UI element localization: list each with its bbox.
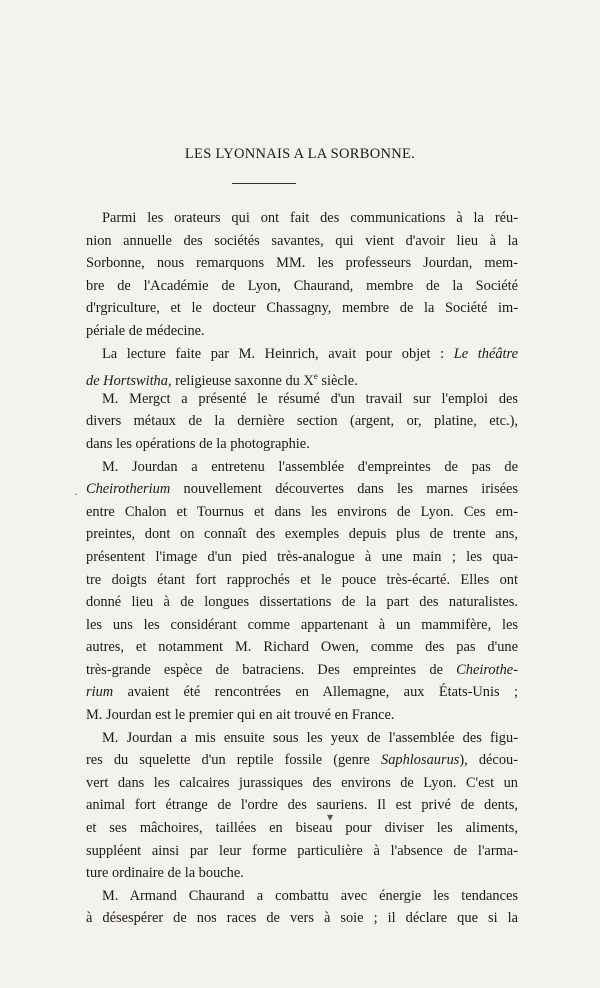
text-line xyxy=(86,907,518,930)
text-line xyxy=(86,207,518,230)
italic-term: Saphlosaurus xyxy=(381,752,460,769)
text-line xyxy=(86,840,518,863)
text-line xyxy=(86,591,518,614)
text-line xyxy=(86,275,518,298)
text-line xyxy=(86,659,518,682)
line-text: avaient été rencontrées en Allemagne, aux États-Unis ; xyxy=(113,684,518,701)
text-line xyxy=(86,343,518,366)
text-line xyxy=(86,546,518,569)
line-text: ), décou- xyxy=(459,752,518,769)
line-text: Sorbonne, nous remarquons MM. les professeurs Jourdan, mem- xyxy=(86,255,518,272)
line-text: nouvellement découvertes dans les marnes irisées xyxy=(170,481,518,498)
line-text: autres, et notamment M. Richard Owen, comme des pas d'une xyxy=(86,639,518,656)
text-line xyxy=(86,297,518,320)
line-text: M. Jourdan a mis ensuite sous les yeux de l'assemblée des figu- xyxy=(102,729,518,746)
line-text: à désespérer de nos races de vers à soie ; il déclare que si la xyxy=(86,910,518,927)
line-text: M. Jourdan a entretenu l'assemblée d'empreintes de pas de xyxy=(102,458,518,475)
text-line xyxy=(86,817,518,840)
article-body xyxy=(86,207,518,930)
text-line xyxy=(86,478,518,501)
italic-term: Cheirotherium xyxy=(86,481,171,498)
line-text: vert dans les calcaires jurassiques des environs de Lyon. C'est un xyxy=(86,774,518,791)
line-text: M. Mergct a présenté le résumé d'un travail sur l'emploi des xyxy=(102,390,518,407)
line-text: tre doigts étant fort rapprochés et le pouce très-écarté. Elles ont xyxy=(86,571,518,588)
line-text: siècle. xyxy=(317,372,358,389)
text-line xyxy=(86,365,518,388)
line-text: très-grande espèce de batraciens. Des empreintes de xyxy=(86,661,457,678)
line-text: divers métaux de la dernière section (argent, or, platine, etc.), xyxy=(86,413,518,430)
line-text: entre Chalon et Tournus et dans les environs de Lyon. Ces em- xyxy=(86,503,518,520)
text-line xyxy=(86,614,518,637)
text-line xyxy=(86,410,518,433)
page-ornament: ▾ xyxy=(327,810,334,824)
line-text: les uns les considérant comme appartenant à un mammifère, les xyxy=(86,616,518,633)
italic-term: de Hortswitha xyxy=(86,372,168,389)
line-text: preintes, dont on connaît des exemples depuis plus de trente ans, xyxy=(86,526,518,543)
italic-term: Le théâtre xyxy=(453,345,518,362)
line-text: donné lieu à de longues dissertations de la part des naturalistes. xyxy=(86,594,518,611)
text-line xyxy=(86,862,518,885)
text-line xyxy=(86,501,518,524)
stray-mark: · xyxy=(74,487,78,501)
text-line xyxy=(86,749,518,772)
line-text: res du squelette d'un reptile fossile (genre xyxy=(86,752,382,769)
text-line xyxy=(86,794,518,817)
text-line xyxy=(86,456,518,479)
line-text: d'rgriculture, et le docteur Chassagny, membre de la Société im- xyxy=(86,300,518,317)
page-title: LES LYONNAIS A LA SORBONNE. xyxy=(184,146,416,162)
line-text: ture ordinaire de la bouche. xyxy=(86,865,244,882)
text-line xyxy=(86,230,518,253)
line-text: nion annuelle des sociétés savantes, qui vient d'avoir lieu à la xyxy=(86,232,518,249)
line-text: , religieuse saxonne du X xyxy=(167,372,314,389)
line-text: M. Armand Chaurand a combattu avec énergie les tendances xyxy=(102,887,518,904)
line-text: Parmi les orateurs qui ont fait des communications à la réu- xyxy=(102,210,518,226)
text-line xyxy=(86,727,518,750)
line-text: et ses mâchoires, taillées en biseau pour diviser les aliments, xyxy=(86,820,518,837)
title-divider xyxy=(232,183,296,184)
italic-term: Cheirothe- xyxy=(456,661,518,678)
text-line xyxy=(86,704,518,727)
text-line xyxy=(86,252,518,275)
text-line xyxy=(86,388,518,411)
text-line xyxy=(86,681,518,704)
line-text: M. Jourdan est le premier qui en ait trouvé en France. xyxy=(86,707,395,724)
text-line xyxy=(86,569,518,592)
italic-term: rium xyxy=(86,684,114,701)
line-text: bre de l'Académie de Lyon, Chaurand, membre de la Société xyxy=(86,277,518,294)
line-text: La lecture faite par M. Heinrich, avait pour objet : xyxy=(102,345,454,362)
line-text: animal fort étrange de l'ordre des sauriens. Il est privé de dents, xyxy=(86,797,518,814)
text-line xyxy=(86,320,518,343)
line-text: présentent l'image d'un pied très-analogue à une main ; les qua- xyxy=(86,548,518,565)
line-text: dans les opérations de la photographie. xyxy=(86,435,310,452)
text-line xyxy=(86,523,518,546)
line-text: suppléent ainsi par leur forme particulière à l'absence de l'arma- xyxy=(86,842,518,859)
text-line xyxy=(86,433,518,456)
superscript: e xyxy=(313,371,318,382)
text-line xyxy=(86,636,518,659)
text-line xyxy=(86,772,518,795)
text-line xyxy=(86,885,518,908)
line-text: périale de médecine. xyxy=(86,322,205,339)
